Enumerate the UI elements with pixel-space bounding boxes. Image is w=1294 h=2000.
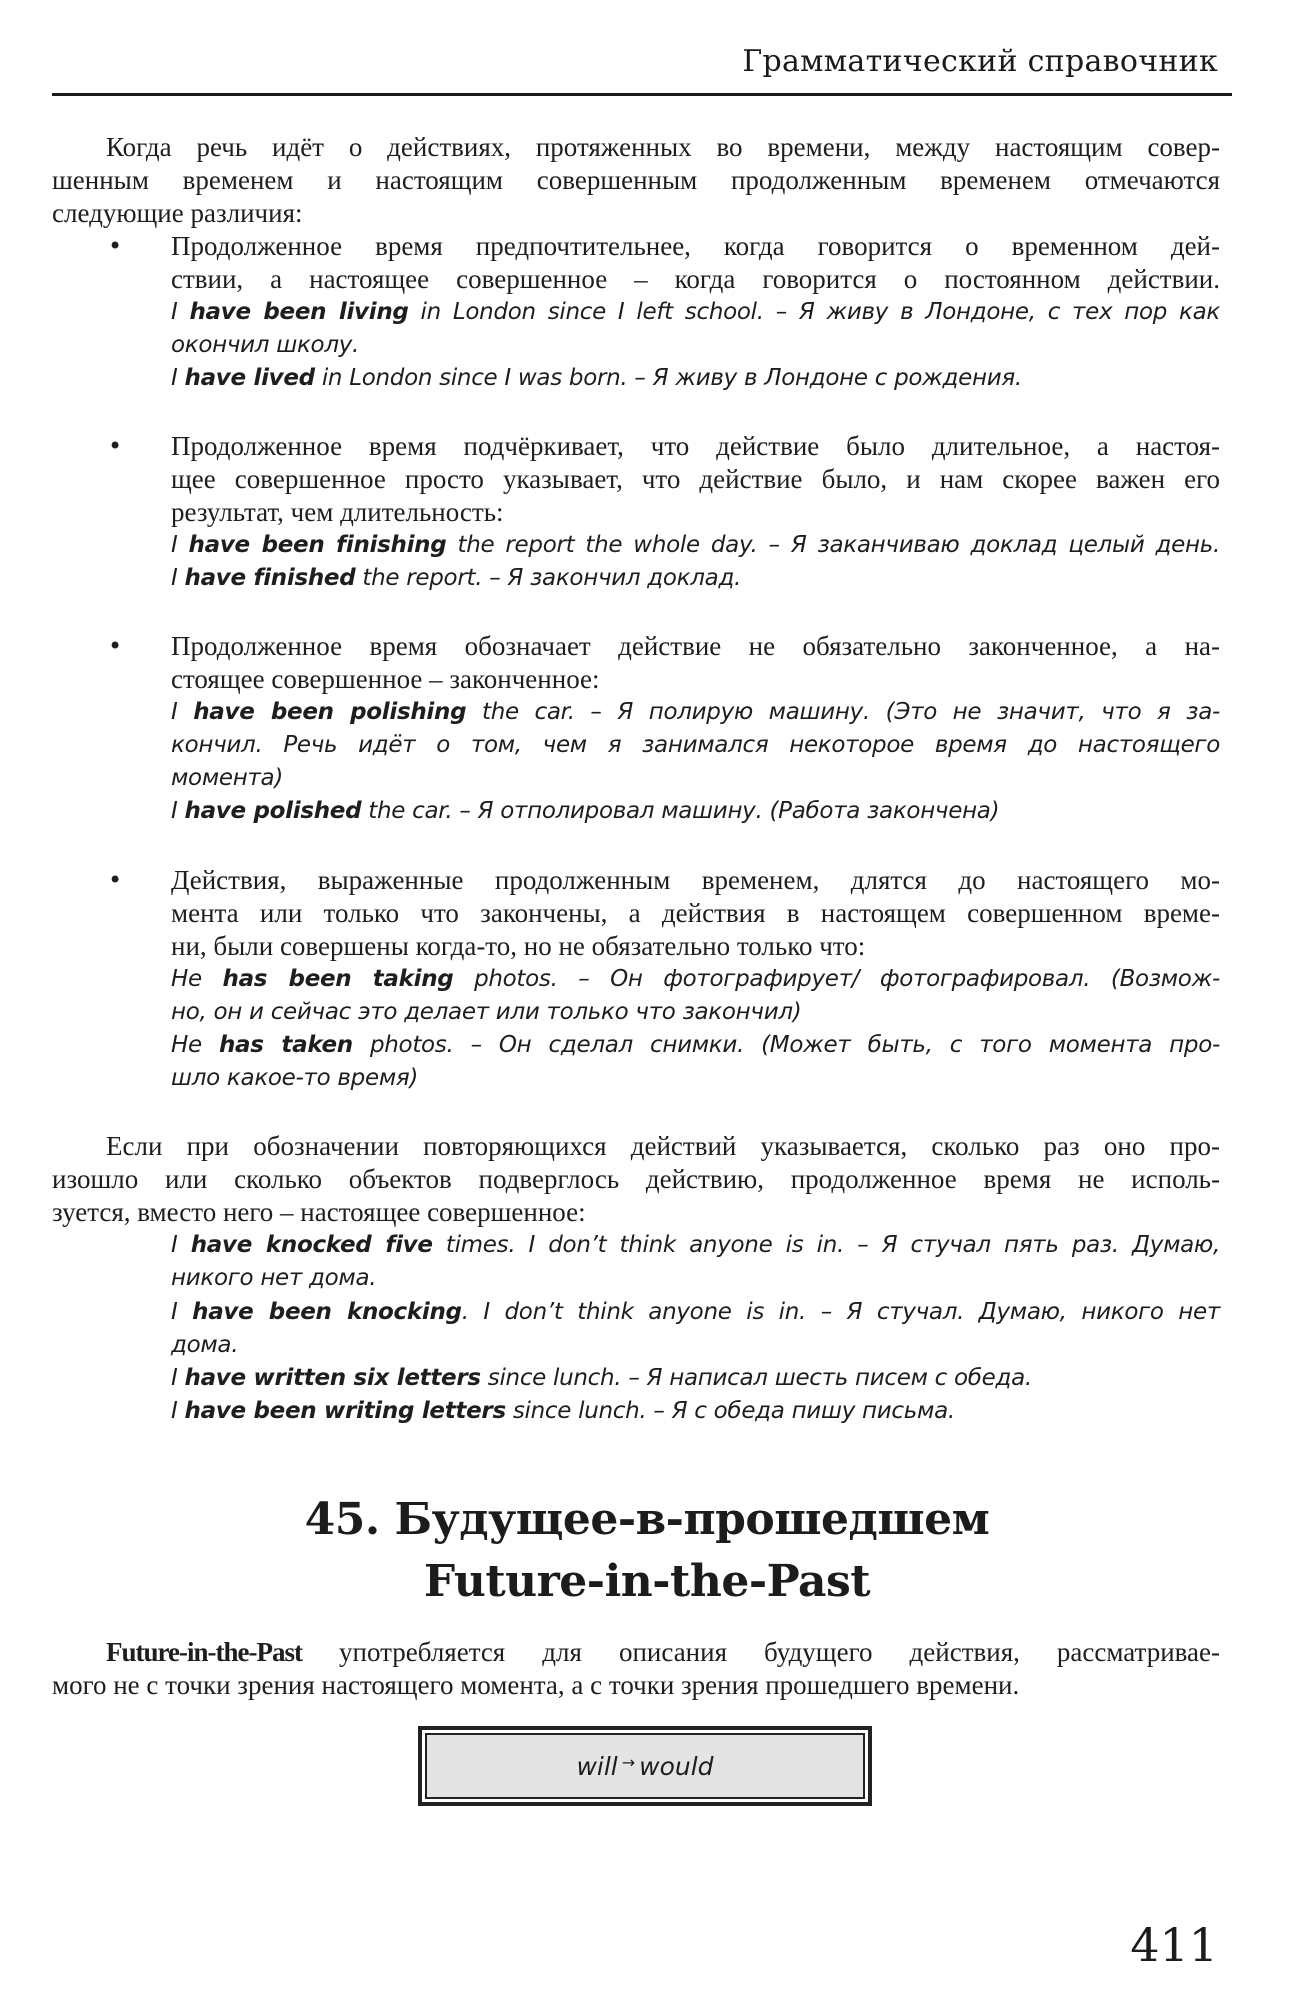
example-line [171,729,1220,761]
example-rest: момента) [171,765,284,791]
example-rest: times. I don’t think anyone is in. – Я стучал пять раз. Думаю, [432,1232,1220,1258]
example-verb: have been knocking [192,1299,462,1325]
text-line: мента или только что закончены, а действия в настоящем совершенном време- [171,898,1220,928]
example-verb: have been writing letters [184,1398,506,1424]
example-line [171,362,1220,394]
text-line: щее совершенное просто указывает, что действие было, и нам скорее важен его [171,464,1220,494]
example-rest: the report. – Я закончил доклад. [355,565,742,591]
example-line [171,996,1220,1028]
text-line: Продолженное время обозначает действие не обязательно законченное, а на- [171,631,1220,661]
example-rest: . I don’t think anyone is in. – Я стучал. Думаю, никого нет [461,1299,1220,1325]
example-verb: have polished [184,798,362,824]
text-line: Когда речь идёт о действиях, протяженных во времени, между настоящим совер- [106,132,1220,162]
text-line: ствии, а настоящее совершенное – когда говорится о постоянном действии. [171,264,1220,294]
example-line [171,1262,1220,1294]
example-rest: the car. – Я полирую машину. (Это не значит, что я за- [466,699,1221,725]
example-rest: since lunch. – Я с обеда пишу письма. [505,1398,955,1424]
text-line: Если при обозначении повторяющихся действий указывается, сколько раз оно про- [106,1131,1220,1161]
text-line: результат, чем длительность: [171,497,504,527]
example-line [171,1062,1220,1094]
rule-from: will [576,1751,618,1781]
example-line [171,1229,1220,1261]
example-subject: I [171,1232,191,1258]
running-head-title: Грамматический справочник [742,44,1218,79]
example-verb: have knocked five [190,1232,433,1258]
example-subject: He [171,966,223,992]
example-rest: photos. – Он фотографирует/ фотографировал. (Возмож- [453,966,1220,992]
example-rest: photos. – Он сделал снимки. (Может быть, с того момента про- [352,1032,1220,1058]
example-verb: has been taking [222,966,454,992]
example-subject: I [171,1365,185,1391]
example-rest: in London since I left school. – Я живу в Лондоне, с тех пор как [408,299,1220,325]
example-line [171,696,1220,728]
example-rest: окончил школу. [171,332,360,358]
example-subject: I [171,798,185,824]
header-rule [52,93,1232,96]
example-line [171,1329,1220,1361]
example-subject: He [171,1032,219,1058]
text-line: Действия, выраженные продолженным временем, длятся до настоящего мо- [171,865,1220,895]
example-verb: have finished [184,565,356,591]
text-line: шенным временем и настоящим совершенным продолженным временем отмечаются [52,165,1220,195]
example-rest: но, он и сейчас это делает или только что закончил) [171,999,802,1025]
example-line [171,795,1220,827]
example-rest: кончил. Речь идёт о том, чем я занимался некоторое время до настоящего [171,732,1220,758]
example-rest: since lunch. – Я написал шесть писем с обеда. [480,1365,1032,1391]
example-subject: I [171,299,190,325]
example-line [171,1362,1220,1394]
text-span: употребляется для описания будущего действия, рассматривае- [301,1637,1220,1667]
example-rest: шло какое-то время) [171,1065,419,1091]
text-line: мого не с точки зрения настоящего момента, а с точки зрения прошедшего времени. [52,1670,1020,1700]
example-verb: have been polishing [193,699,467,725]
bullet-icon: • [108,232,123,260]
example-verb: have written six letters [184,1365,481,1391]
example-line [171,529,1220,561]
example-rest: the report the whole day. – Я заканчиваю доклад целый день. [446,532,1220,558]
bullet-icon: • [108,866,123,894]
rule-to: would [639,1751,714,1781]
text-line [106,1636,1220,1668]
example-rest: the car. – Я отполировал машину. (Работа закончена) [361,798,1000,824]
example-verb: have lived [184,365,315,391]
example-subject: I [171,532,189,558]
text-line: ни, были совершены когда-то, но не обязательно только что: [171,931,866,961]
rule-box-content [425,1733,865,1799]
example-line [171,296,1220,328]
example-subject: I [171,699,194,725]
section-title-english: Future-in-the-Past [423,1556,871,1607]
example-line [171,762,1220,794]
arrow-right-icon: → [621,1752,636,1772]
text-line: следующие различия: [52,198,303,228]
example-subject: I [171,1299,193,1325]
rule-box [418,1726,872,1806]
example-line [171,329,1220,361]
bullet-icon: • [108,632,123,660]
text-line: Продолженное время подчёркивает, что действие было длительное, а настоя- [171,431,1220,461]
example-rest: in London since I was born. – Я живу в Лондоне с рождения. [314,365,1022,391]
example-line [171,963,1220,995]
example-rest: никого нет дома. [171,1265,377,1291]
example-rest: дома. [171,1332,239,1358]
example-subject: I [171,1398,185,1424]
example-line [171,1395,1220,1427]
example-verb: have been living [189,299,409,325]
section-title-russian: 45. Будущее-в-прошедшем [304,1494,990,1545]
text-line: Продолженное время предпочтительнее, когда говорится о временном дей- [171,231,1220,261]
example-verb: have been finishing [188,532,447,558]
text-line: стоящее совершенное – законченное: [171,664,600,694]
example-subject: I [171,565,185,591]
example-line [171,1029,1220,1061]
term-bold: Future-in-the-Past [106,1637,302,1667]
example-subject: I [171,365,185,391]
bullet-icon: • [108,432,123,460]
text-line: зуется, вместо него – настоящее совершенное: [52,1197,586,1227]
text-line: изошло или сколько объектов подверглось действию, продолженное время не исполь- [52,1164,1220,1194]
example-line [171,562,1220,594]
example-line [171,1296,1220,1328]
example-verb: has taken [218,1032,353,1058]
page-number: 411 [1130,1918,1218,1972]
